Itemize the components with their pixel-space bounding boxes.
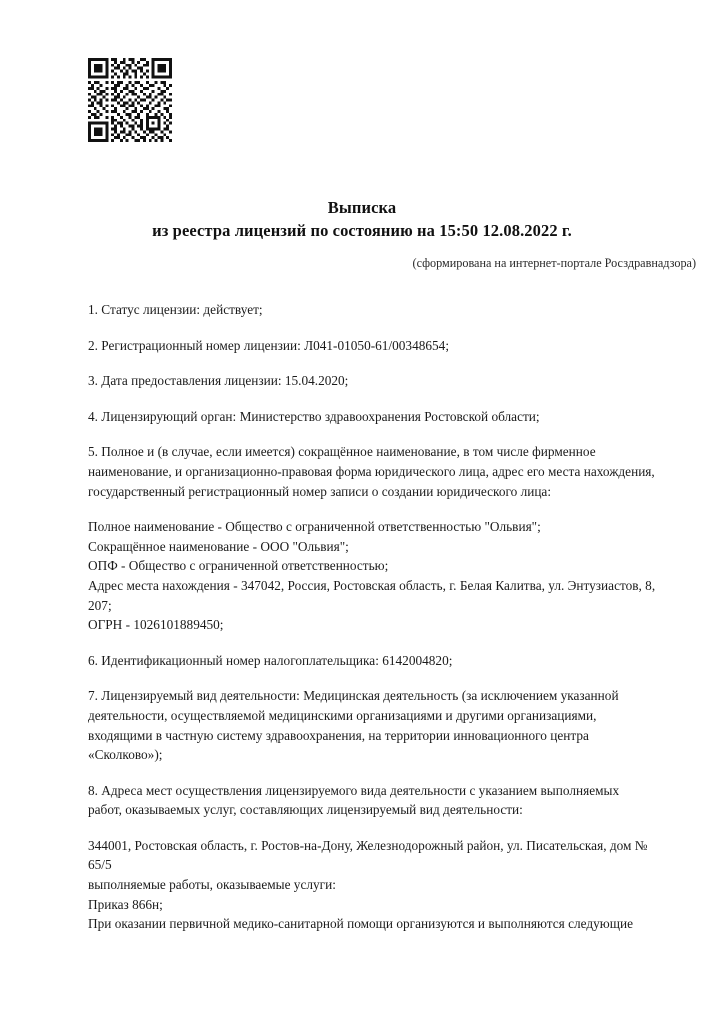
entity-details-block bbox=[88, 517, 656, 635]
title-line-1: Выписка bbox=[327, 198, 397, 217]
document-body bbox=[88, 300, 656, 950]
item-1-license-status: 1. Статус лицензии: действует; bbox=[88, 302, 263, 317]
facility-order-number: Приказ 866н; bbox=[88, 896, 163, 912]
entity-ogrn: ОГРН - 1026101889450; bbox=[88, 617, 224, 633]
facility-address: 344001, Ростовская область, г. Ростов-на-Дону, Железнодорожный район, ул. Писательская, дом № 65/5 bbox=[88, 837, 648, 873]
item-8-activity-addresses-heading: 8. Адреса мест осуществления лицензируемого вида деятельности с указанием выполняемых работ, оказываемых услуг, составляющих лицензируемый вид деятельности: bbox=[88, 782, 620, 818]
entity-address: Адрес места нахождения - 347042, Россия, Ростовская область, г. Белая Калитва, ул. Энтузиастов, 8, 207; bbox=[88, 577, 656, 613]
facility-works-label: выполняемые работы, оказываемые услуги: bbox=[88, 877, 336, 893]
item-3-issue-date: 3. Дата предоставления лицензии: 15.04.2020; bbox=[88, 373, 349, 389]
entity-short-name: Сокращённое наименование - ООО "Ольвия"; bbox=[88, 538, 349, 554]
item-7-licensed-activity: 7. Лицензируемый вид деятельности: Медицинская деятельность (за исключением указанной деятельности, осуществляемой медицинскими организациями и другими организациями, входящими в частную систему здравоохранения, на территории инновационного центра «Сколково»); bbox=[88, 688, 619, 763]
item-6-taxpayer-number: 6. Идентификационный номер налогоплательщика: 6142004820; bbox=[88, 652, 453, 668]
item-5-entity-details-heading: 5. Полное и (в случае, если имеется) сокращённое наименование, в том числе фирменное наименование, и организационно-правовая форма юридического лица, адрес его места нахождения, государственный регистрационный номер записи о создании юридического лица: bbox=[88, 444, 655, 499]
title-line-2: из реестра лицензий по состоянию на 15:50 12.08.2022 г. bbox=[152, 221, 572, 240]
facility-primary-care-line: При оказании первичной медико-санитарной помощи организуются и выполняются следующие bbox=[88, 916, 633, 932]
item-4-licensing-authority: 4. Лицензирующий орган: Министерство здравоохранения Ростовской области; bbox=[88, 408, 540, 424]
qr-code bbox=[88, 58, 172, 142]
page-title bbox=[88, 196, 636, 242]
facility-details-block bbox=[88, 836, 656, 934]
entity-legal-form: ОПФ - Общество с ограниченной ответственностью; bbox=[88, 558, 389, 574]
subtitle-source-note: (сформирована на интернет-портале Росздравнадзора) bbox=[412, 256, 696, 270]
entity-full-name: Полное наименование - Общество с ограниченной ответственностью "Ольвия"; bbox=[88, 519, 541, 535]
item-2-registration-number: 2. Регистрационный номер лицензии: Л041-01050-61/00348654; bbox=[88, 337, 450, 353]
